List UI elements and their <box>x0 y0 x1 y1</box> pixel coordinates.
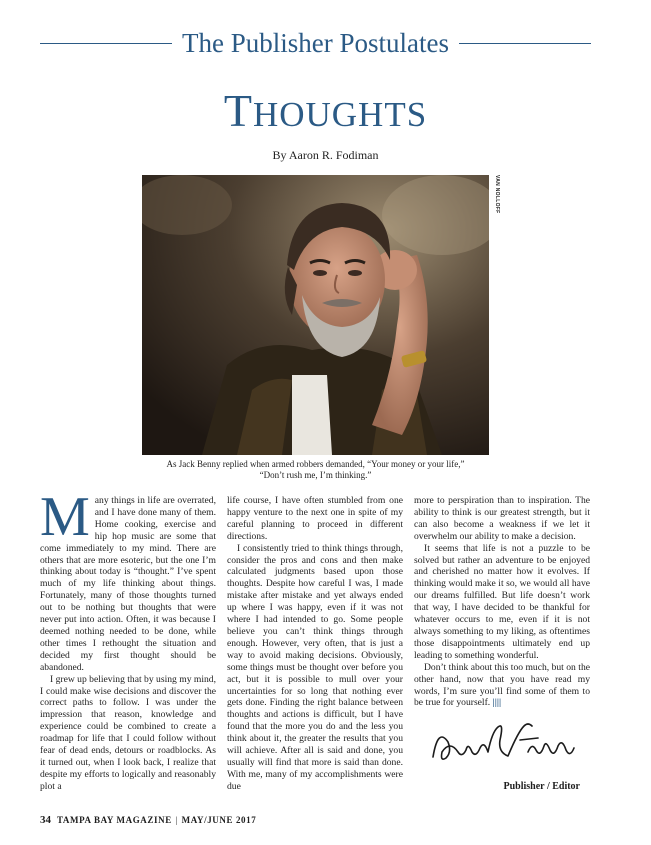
drop-cap: M <box>40 486 90 548</box>
issue-date: MAY/JUNE 2017 <box>181 815 257 825</box>
article-column-3 <box>414 495 590 709</box>
column-1-paragraph-1-text: any things in life are overrated, and I have done many of them. Home cooking, exercise and hip hop music are some that come immediately to my mind. There are others that are more esoteric, but the one I’m thinking about today is “thought.” I’ve spent much of my life thinking about things. Fortunately, many of those thoughts turned out to be nothing but thoughts that were never put into action. Often, it was because I deemed nothing needed to be done, while other times I rethought the situation and decided my first thought should be abandoned. <box>40 495 216 673</box>
column-1-paragraph-1 <box>40 486 216 674</box>
signature <box>428 712 578 772</box>
article-title <box>0 85 651 136</box>
section-header <box>40 26 591 60</box>
page-footer <box>40 814 600 826</box>
photo-credit: VAN NOLLOFF <box>494 175 500 214</box>
article-title-rest: HOUGHTS <box>252 95 428 134</box>
column-2-paragraph-1: life course, I have often stumbled from one happy venture to the next one in spite of my careful planning to proceed in different directions. <box>227 495 403 542</box>
signature-role: Publisher / Editor <box>503 781 580 792</box>
column-1-paragraph-2: I grew up believing that by using my mind, I could make wise decisions and discover the correct paths to follow. I was under the impression that reason, knowledge and experience could be combined to create a roadmap for life that I could follow without fear of dead ends, detours or roadblocks. As it turned out, when I look back, I realize that despite my efforts to logically and reasonably plot a <box>40 673 217 792</box>
magazine-name: TAMPA BAY MAGAZINE <box>57 815 172 825</box>
column-3-paragraph-1: more to perspiration than to inspiration. The ability to think is our greatest strength, but it can also become a weakness if we let it overwhelm our ability to make a decision. <box>414 495 590 542</box>
header-rule-right <box>459 43 591 44</box>
header-rule-left <box>40 43 172 44</box>
portrait-illustration <box>142 175 489 455</box>
article-title-initial: T <box>223 85 253 136</box>
page-number: 34 <box>40 814 51 826</box>
column-2-paragraph-2: I consistently tried to think things through, consider the pros and cons and then make calculated judgments based upon those thoughts. Despite how careful I was, I made mistake after mistake and yet always ended up where I was happy, even if it was not where I had intended to go. Some people believe you can’t think things through enough. However, very often, that is just a way to avoid making decisions. Obviously, some things must be thought over before you act, but it is possible to mull over your uncertainties for so long that nothing ever gets done. Finding the right balance between thoughts and actions is difficult, but I have found that the more you do and the less you think about it, the greater the results that you will achieve. After all is said and done, you usually will find that more is said than done. With me, many of my accomplishments were due <box>227 542 403 792</box>
section-title: The Publisher Postulates <box>182 27 449 58</box>
caption-line-2: “Don’t rush me, I’m thinking.” <box>259 470 372 480</box>
article-photo <box>142 175 489 455</box>
byline: By Aaron R. Fodiman <box>272 148 379 162</box>
column-3-paragraph-2: It seems that life is not a puzzle to be solved but rather an adventure to be enjoyed and cherished no matter how it evolves. If thinking would make it so, we would all have our dreams fulfilled. But life doesn’t work that way, I have decided to be thankful for whatever occurs to me, even if it is not always something to my liking, as oftentimes those disappointments ultimately end up leading to something wonderful. <box>414 542 590 661</box>
article-column-2 <box>227 495 403 793</box>
caption-line-1: As Jack Benny replied when armed robbers demanded, “Your money or your life,” <box>166 459 465 469</box>
end-mark: |||| <box>492 697 502 709</box>
column-3-paragraph-3-text: Don’t think about this too much, but on the other hand, now that you have read my words, I’m sure you’ll find some of them to be true for yourself. <box>414 661 590 709</box>
photo-caption <box>142 459 489 481</box>
column-3-paragraph-3 <box>414 662 590 710</box>
article-column-1 <box>40 486 217 793</box>
footer-separator: | <box>175 815 178 825</box>
